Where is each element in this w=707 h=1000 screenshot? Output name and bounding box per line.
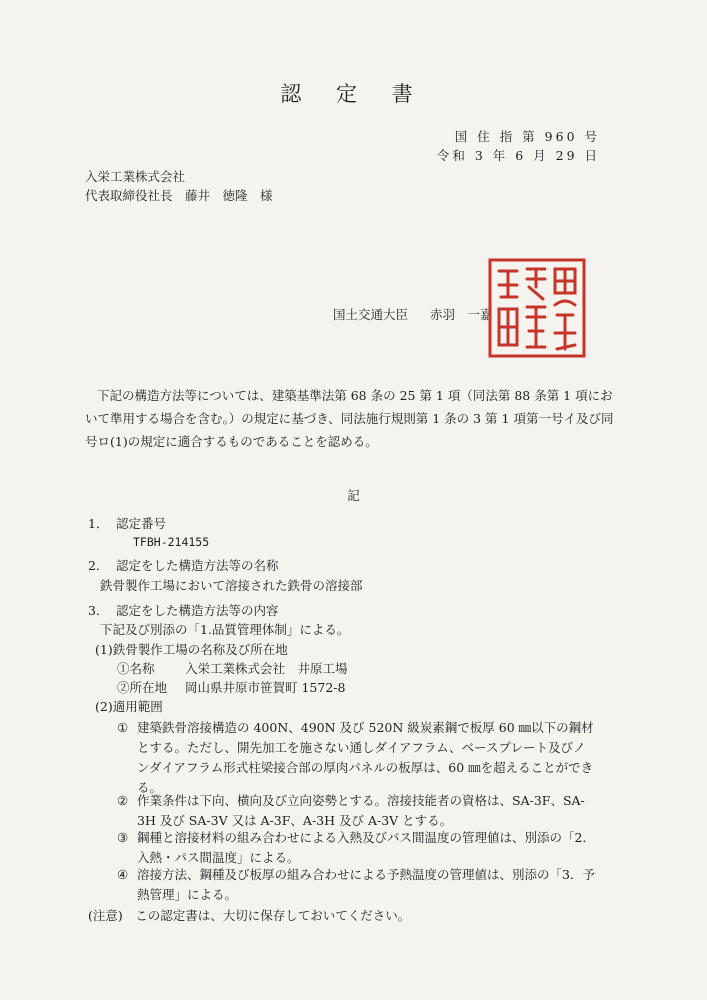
scope-item: [117, 828, 597, 868]
section-1-title: 認定番号: [116, 516, 167, 531]
subsection-1-heading: (1)鉄骨製作工場の名称及び所在地: [95, 642, 288, 657]
scope-item-number: ①: [117, 720, 129, 735]
caution-note: (注意) この認定書は、大切に保存しておいてください。: [88, 908, 411, 923]
section-3-intro: 下記及び別添の「1.品質管理体制」による。: [100, 622, 350, 637]
scope-item-number: ④: [117, 867, 129, 882]
section-3-heading: [88, 601, 279, 619]
scope-item: [117, 865, 597, 905]
scope-item-text: 溶接方法、鋼種及び板厚の組み合わせによる予熱温度の管理値は、別添の「3．予熱管理」による。: [137, 867, 595, 902]
scope-item-text: 鋼種と溶接材料の組み合わせによる入熱及びパス間温度の管理値は、別添の「2．入熱・パス間温度」による。: [137, 830, 595, 865]
factory-address-value: 岡山県井原市笹賀町 1572-8: [185, 680, 346, 695]
section-3-title: 認定をした構造方法等の内容: [116, 603, 279, 618]
factory-name-value: 入栄工業株式会社 井原工場: [185, 661, 348, 676]
factory-address-label: ②所在地: [117, 680, 168, 695]
scope-item: [117, 718, 597, 798]
structure-method-name: 鉄骨製作工場において溶接された鉄骨の溶接部: [100, 578, 363, 593]
section-2-heading: [88, 556, 279, 574]
addressee-person: 代表取締役社長 藤井 徳隆 様: [85, 188, 273, 203]
factory-name-label: ①名称: [117, 661, 155, 676]
scope-item-text: 作業条件は下向、横向及び立向姿勢とする。溶接技能者の資格は、SA-3F、SA-3H 及び SA-3V 又は A-3F、A-3H 及び A-3V とする。: [137, 793, 585, 828]
document-number: 国 住 指 第 960 号: [454, 129, 600, 144]
section-2-title: 認定をした構造方法等の名称: [116, 558, 279, 573]
section-2-number: 2．: [88, 558, 109, 573]
body-paragraph: 下記の構造方法等については、建築基準法第 68 条の 25 第 1 項（同法第 88 条第 1 項において準用する場合を含む。）の規定に基づき、同法施行規則第 1 条の 3 第 1 項第一号イ及び同号ロ(1)の規定に適合するものであることを認める。: [85, 388, 614, 449]
scope-item-text: 建築鉄骨溶接構造の 400N、490N 及び 520N 級炭素鋼で板厚 60 ㎜以下の鋼材とする。ただし、開先加工を施さない通しダイアフラム、ベースプレート及びノンダイアフラム形式柱梁接合部の厚肉パネルの板厚は、60 ㎜を超えることができる。: [137, 720, 594, 795]
subsection-2-heading: (2)適用範囲: [95, 699, 163, 714]
addressee-company: 入栄工業株式会社: [85, 169, 186, 184]
section-3-number: 3．: [88, 603, 109, 618]
factory-address-row: [117, 678, 345, 696]
certification-number: TFBH-214155: [133, 535, 210, 549]
ki-heading: 記: [347, 488, 360, 503]
scope-item-number: ②: [117, 793, 129, 808]
section-1-heading: [88, 514, 166, 532]
factory-name-row: [117, 659, 348, 677]
document-title: 認 定 書: [280, 82, 427, 106]
scope-item-number: ③: [117, 830, 129, 845]
document-date: 令和 3 年 6 月 29 日: [436, 148, 600, 163]
issuer-title: 国土交通大臣: [333, 307, 409, 322]
official-seal-icon: [487, 257, 587, 359]
issuer-name: 赤羽 一嘉: [430, 307, 493, 322]
section-1-number: 1．: [88, 516, 109, 531]
scope-item: [117, 791, 597, 831]
